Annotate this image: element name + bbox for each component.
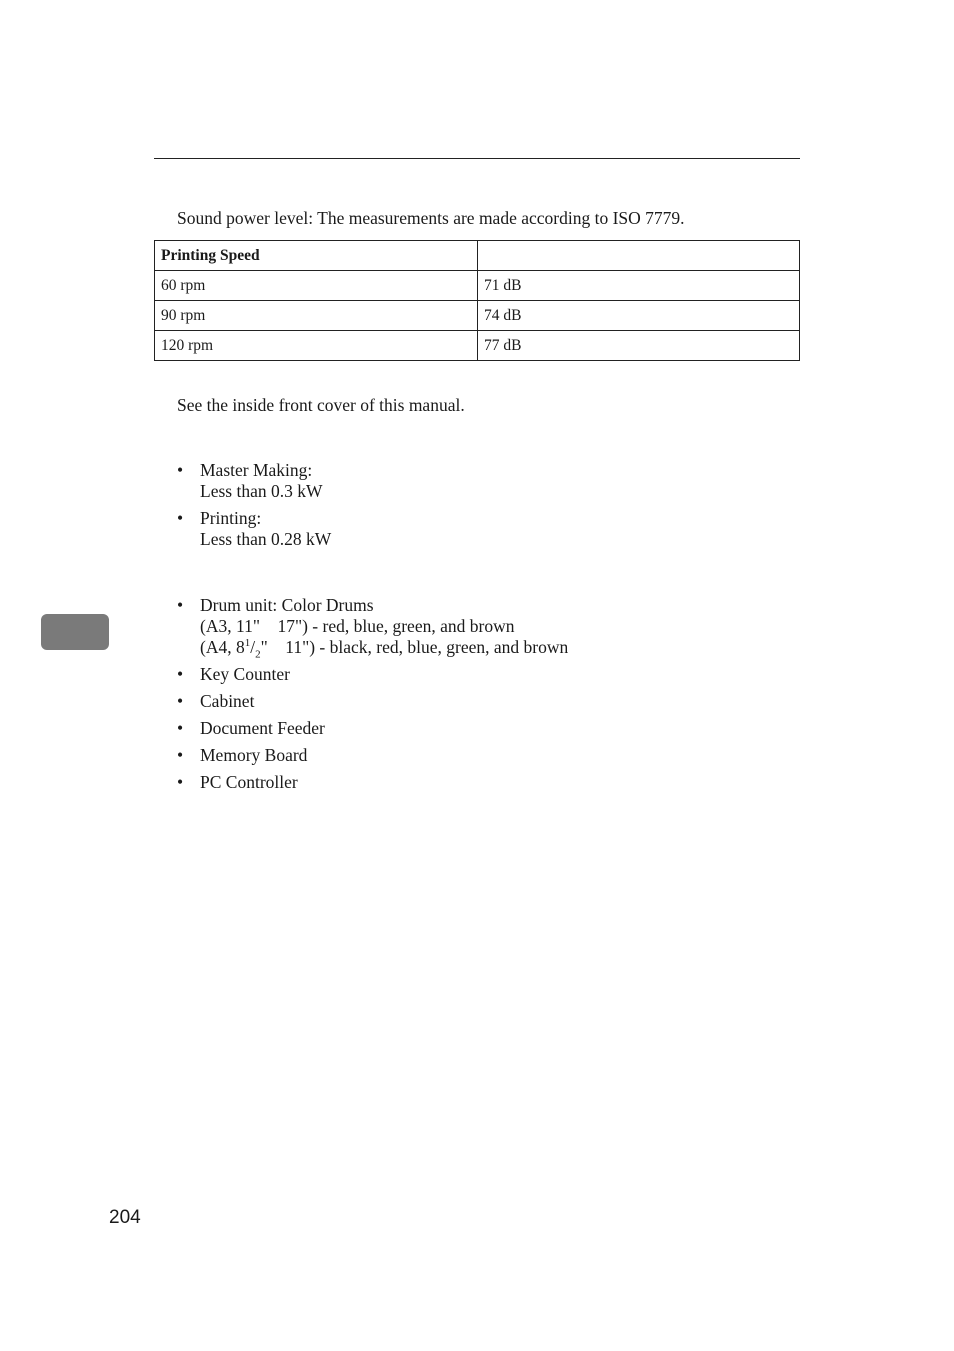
power-detail: Less than 0.3 kW	[200, 481, 323, 501]
drum-line-a4	[200, 637, 569, 661]
speed-cell: 90 rpm	[155, 301, 478, 331]
table-header-row	[155, 241, 800, 271]
header-cell: Printing Speed	[155, 241, 478, 271]
options-list	[177, 595, 568, 799]
power-title: Master Making:	[200, 460, 313, 480]
speed-cell: 60 rpm	[155, 271, 478, 301]
table-row	[155, 271, 800, 301]
bullet: •	[177, 691, 184, 711]
list-item	[177, 460, 331, 502]
header-cell	[478, 241, 800, 271]
bullet: •	[177, 718, 184, 738]
list-item	[177, 718, 568, 739]
list-item	[177, 664, 568, 685]
list-item	[177, 508, 331, 550]
power-title: Printing:	[200, 508, 262, 528]
page-number: 204	[109, 1207, 141, 1228]
cover-note: See the inside front cover of this manual.	[177, 395, 465, 415]
power-list	[177, 460, 331, 556]
option-label: Memory Board	[200, 745, 308, 765]
option-label: Key Counter	[200, 664, 290, 684]
drum-title: Drum unit: Color Drums	[200, 595, 374, 615]
fraction-denominator: 2	[255, 648, 261, 661]
drum-line-a3: (A3, 11" 17") - red, blue, green, and brown	[200, 616, 515, 636]
fraction-numerator: 1	[244, 637, 251, 650]
bullet: •	[177, 595, 184, 615]
sound-table	[154, 240, 800, 361]
option-label: Cabinet	[200, 691, 255, 711]
option-label: Document Feeder	[200, 718, 325, 738]
drum-line-a4-suffix: " 11") - black, red, blue, green, and brown	[260, 637, 569, 657]
chapter-tab	[41, 614, 109, 650]
bullet: •	[177, 508, 184, 528]
power-detail: Less than 0.28 kW	[200, 529, 332, 549]
level-cell: 74 dB	[478, 301, 800, 331]
bullet: •	[177, 664, 184, 684]
table-row	[155, 331, 800, 361]
list-item	[177, 691, 568, 712]
list-item	[177, 745, 568, 766]
level-cell: 71 dB	[478, 271, 800, 301]
drum-line-a4-prefix: (A4, 8	[200, 637, 245, 657]
list-item	[177, 595, 569, 661]
sound-intro: Sound power level: The measurements are made according to ISO 7779.	[177, 208, 685, 228]
option-label: PC Controller	[200, 772, 298, 792]
bullet: •	[177, 460, 184, 480]
header-rule	[154, 158, 800, 159]
table-row	[155, 301, 800, 331]
bullet: •	[177, 772, 184, 792]
speed-cell: 120 rpm	[155, 331, 478, 361]
bullet: •	[177, 745, 184, 765]
level-cell: 77 dB	[478, 331, 800, 361]
list-item	[177, 772, 568, 793]
fraction-slash: /	[250, 637, 256, 657]
